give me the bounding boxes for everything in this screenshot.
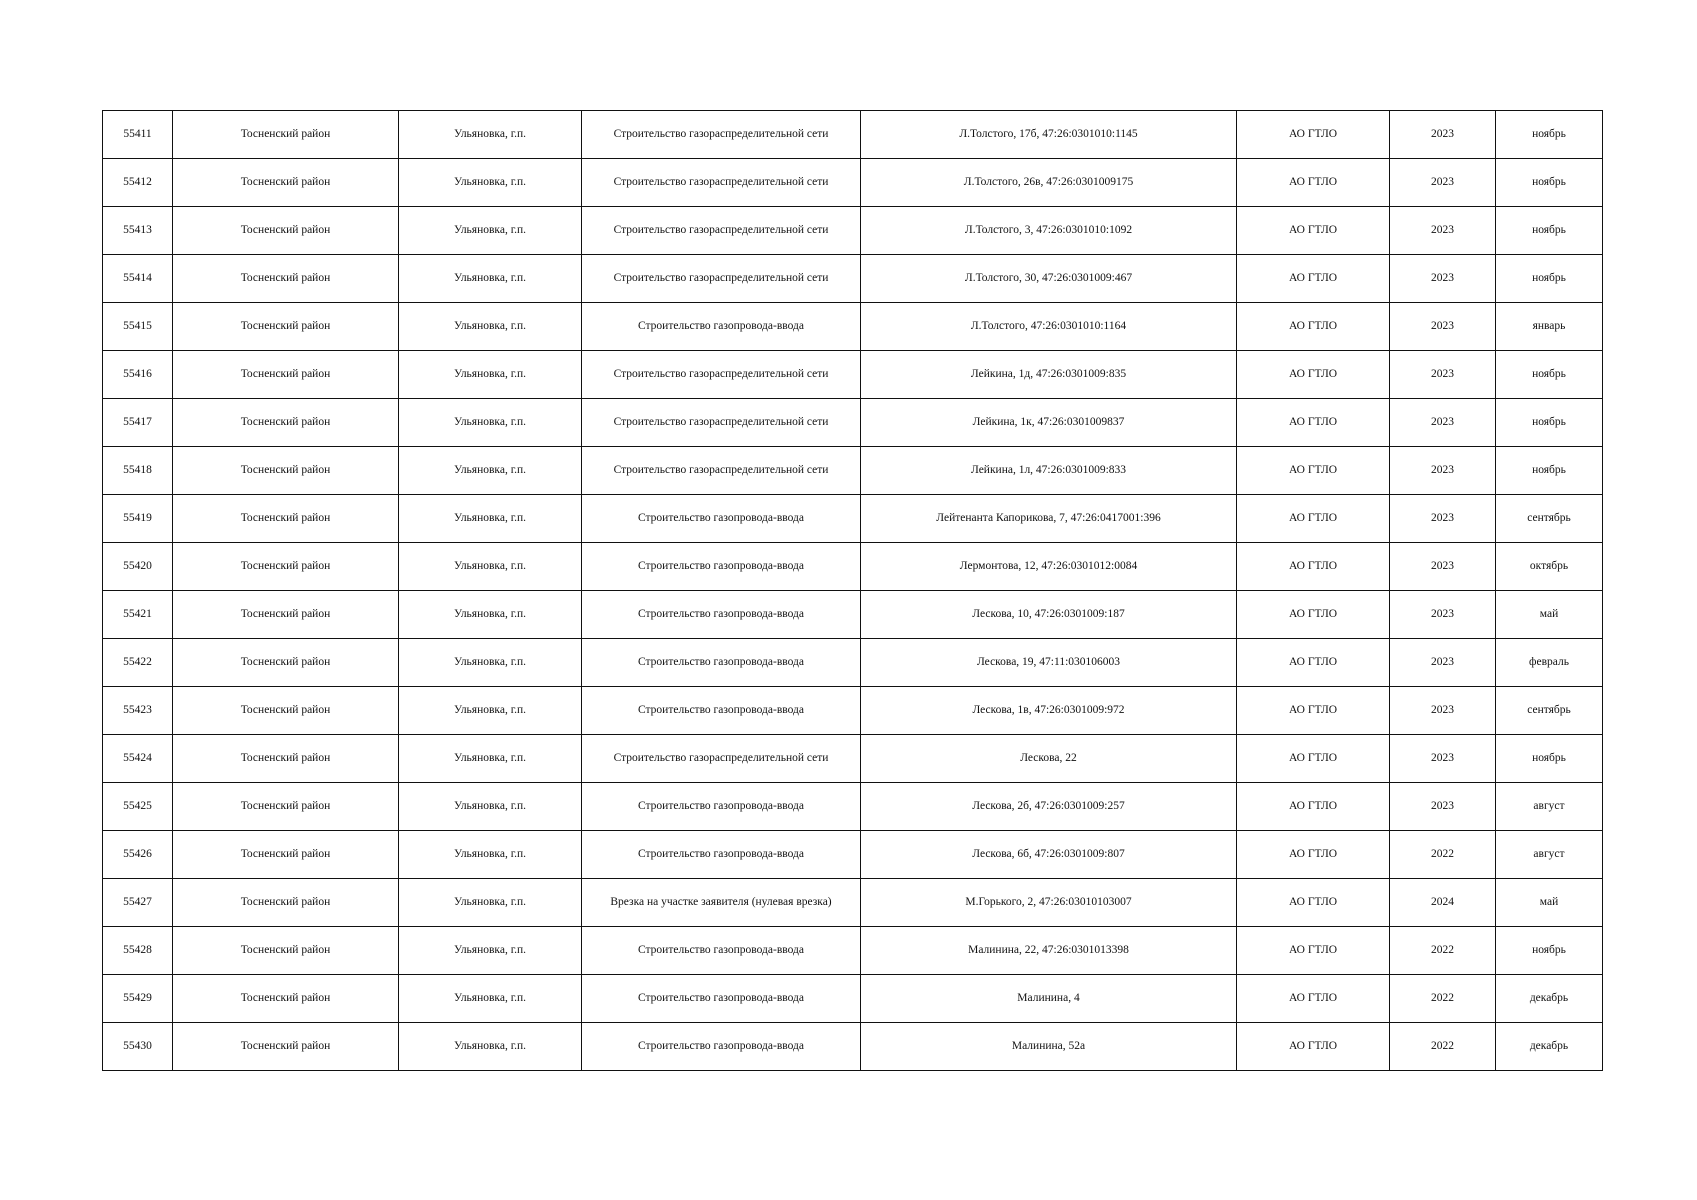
- cell-work-type: Строительство газораспределительной сети: [582, 111, 861, 159]
- cell-settlement: Ульяновка, г.п.: [399, 735, 582, 783]
- cell-district: Тосненский район: [173, 495, 399, 543]
- cell-address: Малинина, 22, 47:26:0301013398: [861, 927, 1237, 975]
- cell-work-type: Строительство газораспределительной сети: [582, 399, 861, 447]
- cell-record-id: 55430: [103, 1023, 173, 1071]
- cell-month: ноябрь: [1496, 927, 1603, 975]
- cell-work-type: Строительство газопровода-ввода: [582, 975, 861, 1023]
- cell-address: Малинина, 52а: [861, 1023, 1237, 1071]
- table-row: [103, 111, 1603, 159]
- cell-record-id: 55422: [103, 639, 173, 687]
- table-row: [103, 447, 1603, 495]
- cell-settlement: Ульяновка, г.п.: [399, 831, 582, 879]
- cell-year: 2023: [1390, 543, 1496, 591]
- cell-record-id: 55413: [103, 207, 173, 255]
- table-row: [103, 303, 1603, 351]
- cell-year: 2023: [1390, 255, 1496, 303]
- cell-work-type: Строительство газораспределительной сети: [582, 207, 861, 255]
- cell-organization: АО ГТЛО: [1237, 879, 1390, 927]
- cell-settlement: Ульяновка, г.п.: [399, 495, 582, 543]
- gasification-register-table: [102, 110, 1603, 1071]
- cell-work-type: Строительство газораспределительной сети: [582, 351, 861, 399]
- table-row: [103, 1023, 1603, 1071]
- cell-district: Тосненский район: [173, 591, 399, 639]
- cell-record-id: 55414: [103, 255, 173, 303]
- cell-month: февраль: [1496, 639, 1603, 687]
- table-row: [103, 159, 1603, 207]
- cell-month: октябрь: [1496, 543, 1603, 591]
- cell-organization: АО ГТЛО: [1237, 399, 1390, 447]
- cell-work-type: Строительство газораспределительной сети: [582, 255, 861, 303]
- cell-month: сентябрь: [1496, 495, 1603, 543]
- table-row: [103, 255, 1603, 303]
- cell-month: ноябрь: [1496, 447, 1603, 495]
- cell-organization: АО ГТЛО: [1237, 687, 1390, 735]
- cell-district: Тосненский район: [173, 111, 399, 159]
- cell-month: ноябрь: [1496, 159, 1603, 207]
- cell-settlement: Ульяновка, г.п.: [399, 255, 582, 303]
- cell-settlement: Ульяновка, г.п.: [399, 879, 582, 927]
- cell-address: Л.Толстого, 26в, 47:26:0301009175: [861, 159, 1237, 207]
- cell-month: декабрь: [1496, 1023, 1603, 1071]
- cell-district: Тосненский район: [173, 927, 399, 975]
- cell-record-id: 55423: [103, 687, 173, 735]
- cell-record-id: 55426: [103, 831, 173, 879]
- cell-district: Тосненский район: [173, 975, 399, 1023]
- table-row: [103, 687, 1603, 735]
- cell-month: сентябрь: [1496, 687, 1603, 735]
- cell-settlement: Ульяновка, г.п.: [399, 975, 582, 1023]
- cell-organization: АО ГТЛО: [1237, 447, 1390, 495]
- table-row: [103, 975, 1603, 1023]
- cell-district: Тосненский район: [173, 831, 399, 879]
- cell-settlement: Ульяновка, г.п.: [399, 207, 582, 255]
- cell-work-type: Строительство газопровода-ввода: [582, 543, 861, 591]
- cell-address: Лейкина, 1л, 47:26:0301009:833: [861, 447, 1237, 495]
- cell-record-id: 55416: [103, 351, 173, 399]
- cell-address: Лескова, 6б, 47:26:0301009:807: [861, 831, 1237, 879]
- cell-work-type: Строительство газопровода-ввода: [582, 687, 861, 735]
- cell-organization: АО ГТЛО: [1237, 255, 1390, 303]
- cell-district: Тосненский район: [173, 879, 399, 927]
- cell-address: Лескова, 1в, 47:26:0301009:972: [861, 687, 1237, 735]
- table-row: [103, 543, 1603, 591]
- cell-district: Тосненский район: [173, 303, 399, 351]
- cell-month: август: [1496, 783, 1603, 831]
- cell-record-id: 55421: [103, 591, 173, 639]
- cell-organization: АО ГТЛО: [1237, 207, 1390, 255]
- cell-address: Л.Толстого, 30, 47:26:0301009:467: [861, 255, 1237, 303]
- cell-year: 2024: [1390, 879, 1496, 927]
- cell-month: ноябрь: [1496, 399, 1603, 447]
- cell-organization: АО ГТЛО: [1237, 303, 1390, 351]
- cell-address: Лескова, 22: [861, 735, 1237, 783]
- cell-work-type: Строительство газопровода-ввода: [582, 927, 861, 975]
- cell-work-type: Врезка на участке заявителя (нулевая врезка): [582, 879, 861, 927]
- table-body: [103, 111, 1603, 1071]
- table-row: [103, 879, 1603, 927]
- cell-settlement: Ульяновка, г.п.: [399, 111, 582, 159]
- cell-year: 2022: [1390, 975, 1496, 1023]
- cell-month: январь: [1496, 303, 1603, 351]
- cell-record-id: 55419: [103, 495, 173, 543]
- cell-month: май: [1496, 591, 1603, 639]
- table-row: [103, 495, 1603, 543]
- cell-month: ноябрь: [1496, 207, 1603, 255]
- cell-year: 2023: [1390, 207, 1496, 255]
- cell-address: Лейтенанта Капорикова, 7, 47:26:0417001:396: [861, 495, 1237, 543]
- cell-address: Лермонтова, 12, 47:26:0301012:0084: [861, 543, 1237, 591]
- cell-district: Тосненский район: [173, 639, 399, 687]
- cell-organization: АО ГТЛО: [1237, 591, 1390, 639]
- cell-work-type: Строительство газопровода-ввода: [582, 303, 861, 351]
- cell-settlement: Ульяновка, г.п.: [399, 303, 582, 351]
- cell-work-type: Строительство газопровода-ввода: [582, 591, 861, 639]
- table-row: [103, 735, 1603, 783]
- cell-record-id: 55420: [103, 543, 173, 591]
- table-row: [103, 207, 1603, 255]
- cell-address: М.Горького, 2, 47:26:03010103007: [861, 879, 1237, 927]
- cell-year: 2022: [1390, 1023, 1496, 1071]
- cell-address: Л.Толстого, 3, 47:26:0301010:1092: [861, 207, 1237, 255]
- cell-settlement: Ульяновка, г.п.: [399, 687, 582, 735]
- cell-organization: АО ГТЛО: [1237, 111, 1390, 159]
- cell-record-id: 55428: [103, 927, 173, 975]
- cell-district: Тосненский район: [173, 159, 399, 207]
- cell-record-id: 55411: [103, 111, 173, 159]
- cell-work-type: Строительство газораспределительной сети: [582, 159, 861, 207]
- cell-work-type: Строительство газопровода-ввода: [582, 495, 861, 543]
- cell-address: Малинина, 4: [861, 975, 1237, 1023]
- cell-work-type: Строительство газораспределительной сети: [582, 735, 861, 783]
- cell-month: май: [1496, 879, 1603, 927]
- cell-settlement: Ульяновка, г.п.: [399, 927, 582, 975]
- cell-work-type: Строительство газопровода-ввода: [582, 831, 861, 879]
- table-row: [103, 927, 1603, 975]
- cell-record-id: 55412: [103, 159, 173, 207]
- cell-year: 2022: [1390, 831, 1496, 879]
- cell-organization: АО ГТЛО: [1237, 543, 1390, 591]
- cell-month: ноябрь: [1496, 351, 1603, 399]
- cell-work-type: Строительство газопровода-ввода: [582, 783, 861, 831]
- cell-address: Лейкина, 1д, 47:26:0301009:835: [861, 351, 1237, 399]
- cell-work-type: Строительство газораспределительной сети: [582, 447, 861, 495]
- cell-year: 2023: [1390, 495, 1496, 543]
- cell-settlement: Ульяновка, г.п.: [399, 543, 582, 591]
- cell-year: 2023: [1390, 111, 1496, 159]
- cell-settlement: Ульяновка, г.п.: [399, 447, 582, 495]
- cell-year: 2023: [1390, 735, 1496, 783]
- cell-year: 2023: [1390, 639, 1496, 687]
- cell-address: Л.Толстого, 47:26:0301010:1164: [861, 303, 1237, 351]
- cell-record-id: 55415: [103, 303, 173, 351]
- cell-month: ноябрь: [1496, 255, 1603, 303]
- cell-settlement: Ульяновка, г.п.: [399, 399, 582, 447]
- cell-district: Тосненский район: [173, 543, 399, 591]
- cell-month: декабрь: [1496, 975, 1603, 1023]
- cell-record-id: 55427: [103, 879, 173, 927]
- cell-organization: АО ГТЛО: [1237, 783, 1390, 831]
- table-row: [103, 351, 1603, 399]
- cell-year: 2023: [1390, 447, 1496, 495]
- cell-record-id: 55429: [103, 975, 173, 1023]
- cell-settlement: Ульяновка, г.п.: [399, 783, 582, 831]
- cell-district: Тосненский район: [173, 399, 399, 447]
- table-row: [103, 639, 1603, 687]
- cell-address: Л.Толстого, 17б, 47:26:0301010:1145: [861, 111, 1237, 159]
- cell-month: ноябрь: [1496, 735, 1603, 783]
- table-row: [103, 591, 1603, 639]
- cell-year: 2023: [1390, 783, 1496, 831]
- cell-district: Тосненский район: [173, 783, 399, 831]
- cell-district: Тосненский район: [173, 207, 399, 255]
- table-row: [103, 783, 1603, 831]
- cell-address: Лескова, 10, 47:26:0301009:187: [861, 591, 1237, 639]
- cell-month: август: [1496, 831, 1603, 879]
- cell-record-id: 55424: [103, 735, 173, 783]
- cell-year: 2023: [1390, 303, 1496, 351]
- cell-district: Тосненский район: [173, 351, 399, 399]
- cell-district: Тосненский район: [173, 255, 399, 303]
- cell-year: 2023: [1390, 351, 1496, 399]
- cell-district: Тосненский район: [173, 1023, 399, 1071]
- cell-organization: АО ГТЛО: [1237, 639, 1390, 687]
- table-row: [103, 399, 1603, 447]
- cell-year: 2023: [1390, 687, 1496, 735]
- cell-settlement: Ульяновка, г.п.: [399, 1023, 582, 1071]
- cell-settlement: Ульяновка, г.п.: [399, 639, 582, 687]
- cell-organization: АО ГТЛО: [1237, 351, 1390, 399]
- cell-district: Тосненский район: [173, 687, 399, 735]
- cell-district: Тосненский район: [173, 735, 399, 783]
- cell-work-type: Строительство газопровода-ввода: [582, 1023, 861, 1071]
- cell-organization: АО ГТЛО: [1237, 1023, 1390, 1071]
- cell-organization: АО ГТЛО: [1237, 975, 1390, 1023]
- cell-record-id: 55425: [103, 783, 173, 831]
- cell-organization: АО ГТЛО: [1237, 159, 1390, 207]
- cell-district: Тосненский район: [173, 447, 399, 495]
- cell-settlement: Ульяновка, г.п.: [399, 591, 582, 639]
- cell-year: 2023: [1390, 399, 1496, 447]
- cell-address: Лейкина, 1к, 47:26:0301009837: [861, 399, 1237, 447]
- cell-organization: АО ГТЛО: [1237, 927, 1390, 975]
- cell-year: 2023: [1390, 159, 1496, 207]
- cell-month: ноябрь: [1496, 111, 1603, 159]
- cell-record-id: 55418: [103, 447, 173, 495]
- cell-organization: АО ГТЛО: [1237, 831, 1390, 879]
- cell-address: Лескова, 19, 47:11:030106003: [861, 639, 1237, 687]
- cell-year: 2023: [1390, 591, 1496, 639]
- cell-record-id: 55417: [103, 399, 173, 447]
- cell-address: Лескова, 2б, 47:26:0301009:257: [861, 783, 1237, 831]
- cell-work-type: Строительство газопровода-ввода: [582, 639, 861, 687]
- table-row: [103, 831, 1603, 879]
- cell-organization: АО ГТЛО: [1237, 495, 1390, 543]
- cell-settlement: Ульяновка, г.п.: [399, 351, 582, 399]
- cell-organization: АО ГТЛО: [1237, 735, 1390, 783]
- cell-year: 2022: [1390, 927, 1496, 975]
- cell-settlement: Ульяновка, г.п.: [399, 159, 582, 207]
